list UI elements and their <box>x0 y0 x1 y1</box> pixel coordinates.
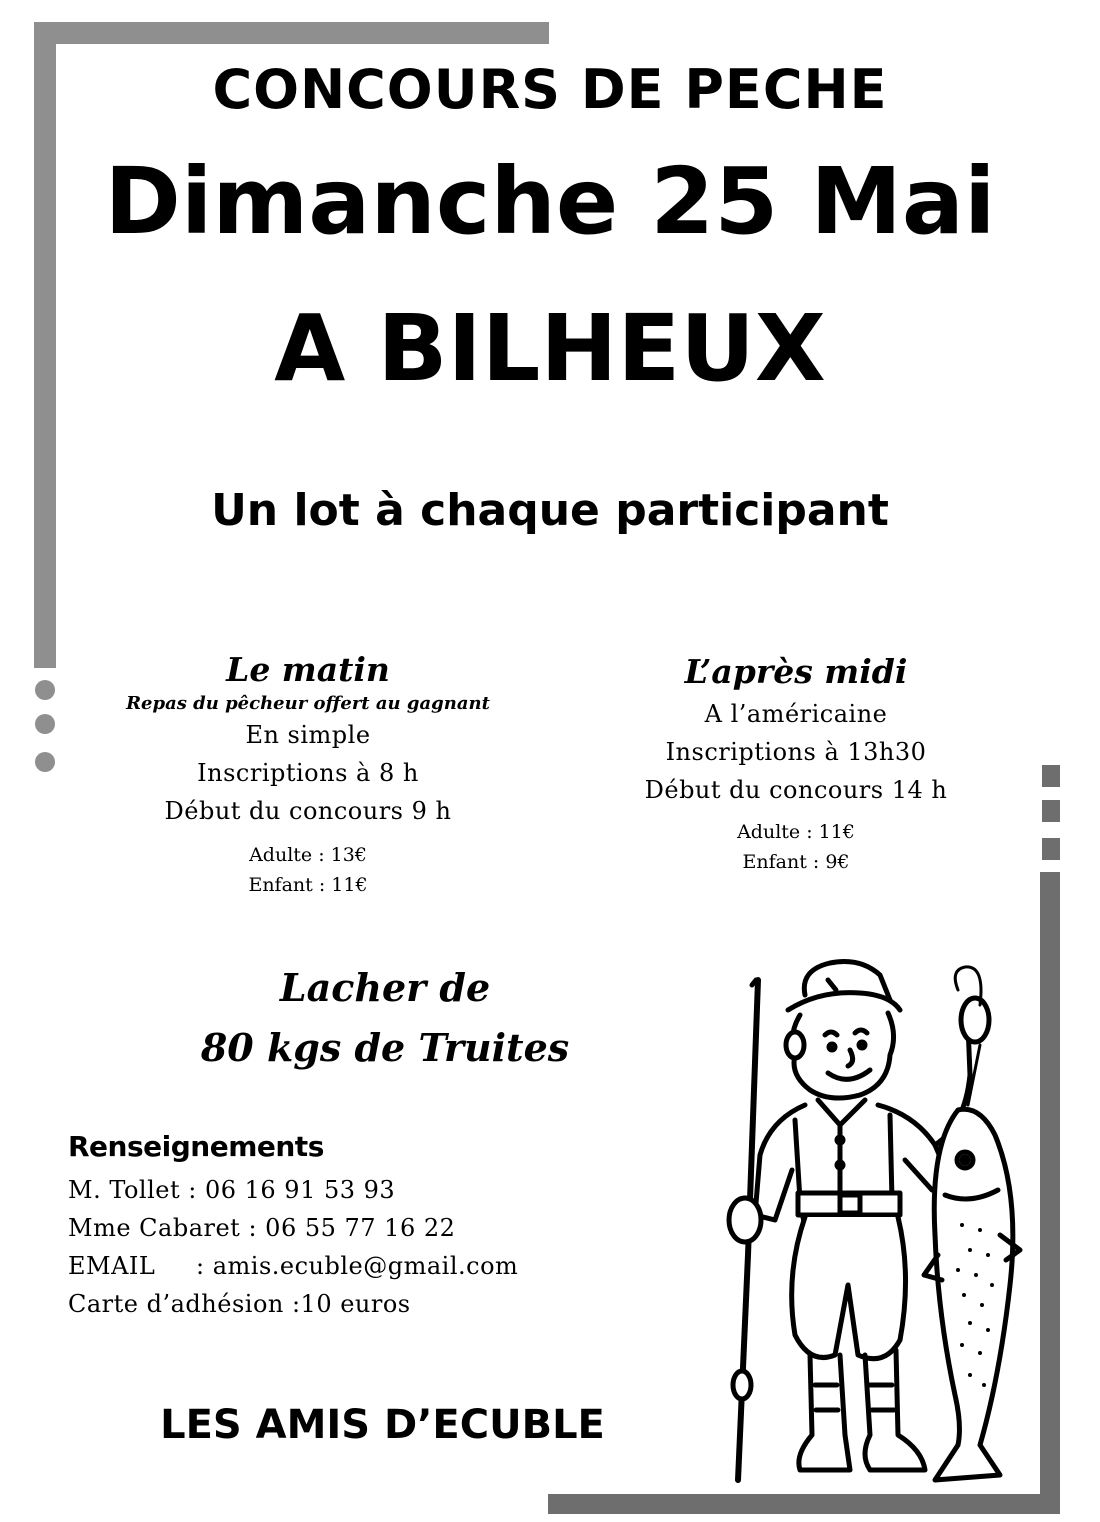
frame-square <box>1042 765 1060 787</box>
morning-line: Début du concours 9 h <box>164 797 452 825</box>
prize-line: Un lot à chaque participant <box>211 485 889 536</box>
contact-line: EMAIL : amis.ecuble@gmail.com <box>68 1252 519 1280</box>
afternoon-line: A l’américaine <box>704 700 888 728</box>
contact-heading: Renseignements <box>68 1130 324 1163</box>
afternoon-line: Inscriptions à 13h30 <box>665 738 927 766</box>
morning-note: Repas du pêcheur offert au gagnant <box>126 693 490 714</box>
morning-price-child: Enfant : 11€ <box>248 874 368 896</box>
fisherman-illustration <box>700 955 1040 1495</box>
afternoon-heading: L’après midi <box>684 652 908 691</box>
frame-bottom-bar <box>548 1494 1060 1514</box>
trout-release-line: 80 kgs de Truites <box>200 1025 570 1070</box>
afternoon-price-child: Enfant : 9€ <box>742 851 850 873</box>
contact-line: M. Tollet : 06 16 91 53 93 <box>68 1176 396 1204</box>
morning-section <box>68 650 548 900</box>
event-title: CONCOURS DE PECHE <box>212 58 888 121</box>
frame-dot <box>35 752 55 772</box>
trout-release <box>140 958 630 1078</box>
frame-square <box>1042 838 1060 860</box>
event-location: A BILHEUX <box>274 295 826 402</box>
frame-dot <box>35 714 55 734</box>
frame-dot <box>35 680 55 700</box>
morning-heading: Le matin <box>226 650 390 689</box>
club-name: LES AMIS D’ECUBLE <box>160 1402 605 1448</box>
frame-square <box>1042 800 1060 822</box>
trout-release-line: Lacher de <box>279 965 491 1010</box>
morning-price-adult: Adulte : 13€ <box>249 844 367 866</box>
afternoon-price-adult: Adulte : 11€ <box>737 821 855 843</box>
afternoon-section <box>590 652 1002 877</box>
contact-line: Mme Cabaret : 06 55 77 16 22 <box>68 1214 456 1242</box>
frame-right-bar <box>1040 872 1060 1512</box>
morning-line: Inscriptions à 8 h <box>197 759 419 787</box>
event-date: Dimanche 25 Mai <box>104 148 996 255</box>
frame-top-bar <box>34 22 549 44</box>
afternoon-line: Début du concours 14 h <box>644 776 948 804</box>
contact-line: Carte d’adhésion :10 euros <box>68 1290 411 1318</box>
morning-line: En simple <box>245 721 371 749</box>
